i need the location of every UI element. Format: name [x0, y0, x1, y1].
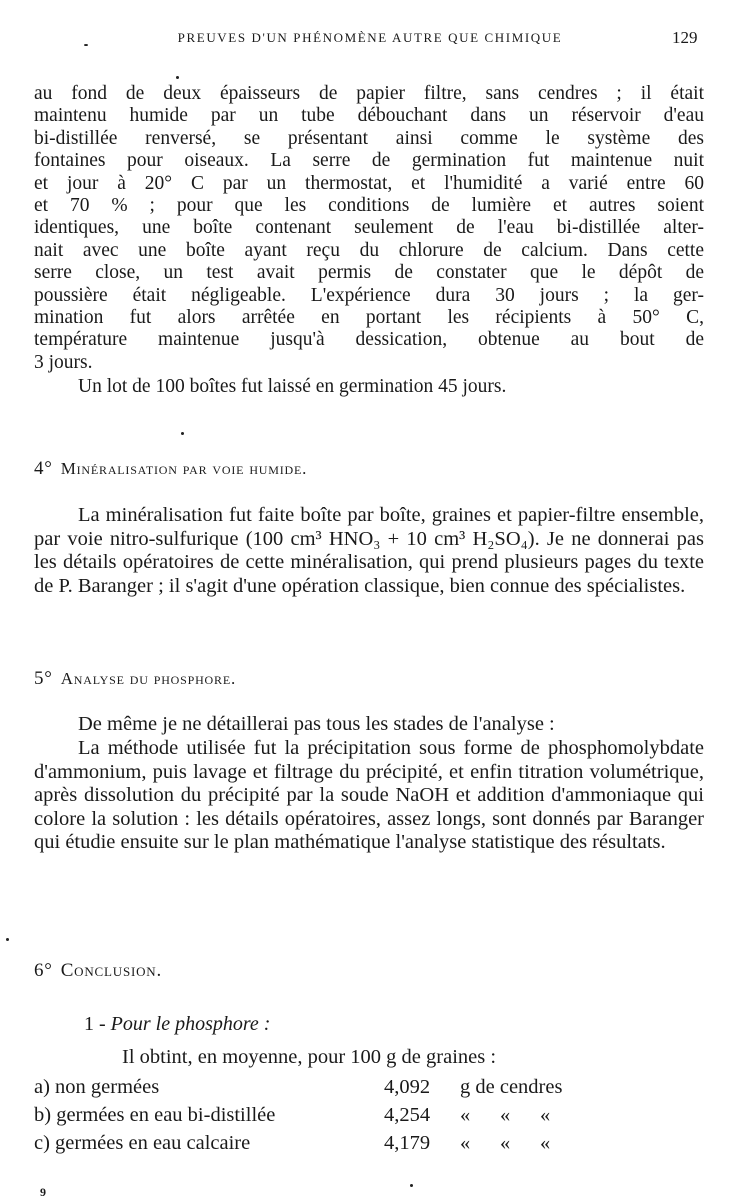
result-label: b) germées en eau bi-distillée	[34, 1104, 276, 1126]
result-value: 4,092	[384, 1076, 431, 1098]
scan-speck	[84, 44, 88, 46]
ditto-mark: «	[500, 1104, 511, 1126]
text-line: nait avec une boîte ayant reçu du chlorure de calcium. Dans cette	[34, 239, 704, 261]
section-number: 4°	[34, 458, 53, 479]
analysis-intro-paragraph: De même je ne détaillerai pas tous les stades de l'analyse :	[78, 713, 555, 735]
scan-speck	[410, 1184, 413, 1187]
ditto-mark: «	[540, 1132, 551, 1154]
section-heading-6	[34, 960, 162, 982]
subsection-title: Pour le phosphore :	[110, 1013, 271, 1035]
text-line: 3 jours.	[34, 351, 93, 373]
section-number: 5°	[34, 668, 53, 689]
result-row	[34, 1076, 674, 1104]
result-value: 4,254	[384, 1104, 431, 1126]
ditto-mark: «	[460, 1132, 471, 1154]
result-label: a) non germées	[34, 1076, 160, 1098]
page-number: 129	[672, 28, 698, 47]
analysis-method-paragraph: La méthode utilisée fut la précipitation sous forme de phosphomolybdate d'ammonium, puis lavage et filtrage du précipité, et enfin titration volumétrique, après dissolution du précipité par la soude NaOH et addition d'ammoniaque qui colore la solution : les détails opératoires, assez longs, sont donnés par Baranger qui étudie ensuite sur le plan mathématique l'analyse statistique des résultats.	[34, 737, 704, 854]
text-line: poussière était négligeable. L'expérience dura 30 jours ; la ger-	[34, 284, 704, 306]
section3-tail-paragraph	[34, 83, 704, 374]
text-line: identiques, une boîte contenant seulement de l'eau bi-distillée alter-	[34, 217, 704, 239]
scan-speck	[181, 432, 184, 435]
text-line: température maintenue jusqu'à dessication, obtenue au bout de	[34, 329, 704, 351]
printer-signature: 9	[40, 1185, 46, 1199]
result-label: c) germées en eau calcaire	[34, 1132, 251, 1154]
results-intro: Il obtint, en moyenne, pour 100 g de graines :	[122, 1046, 497, 1068]
section-title: Minéralisation par voie humide.	[60, 459, 308, 478]
ditto-marks	[460, 1132, 660, 1160]
subsection-number: 1 -	[84, 1013, 106, 1035]
mineralisation-paragraph: La minéralisation fut faite boîte par boîte, graines et papier-filtre ensemble, par voie nitro-sulfurique (100 cm³ HNO₃ + 10 cm³ H₂SO₄). Je ne donnerai pas les détails opératoires de cette minéralisation, qui prend plusieurs pages du texte de P. Baranger ; il s'agit d'une opération classique, bien connue des spécialistes.	[34, 504, 704, 597]
lot-paragraph: Un lot de 100 boîtes fut laissé en germination 45 jours.	[78, 376, 507, 397]
section-title: Analyse du phosphore.	[60, 669, 237, 688]
text-line: et 70 % ; pour que les conditions de lumière et autres soient	[34, 195, 704, 217]
scan-speck	[176, 76, 179, 79]
results-list	[34, 1076, 674, 1160]
ditto-mark: «	[460, 1104, 471, 1126]
result-value: 4,179	[384, 1132, 431, 1154]
section-title: Conclusion.	[60, 960, 163, 981]
subsection-phosphore	[84, 1013, 270, 1036]
section-number: 6°	[34, 960, 53, 981]
result-row	[34, 1132, 674, 1160]
text-line: bi-distillée renversé, se présentant ainsi comme le système des	[34, 127, 704, 149]
text-line: au fond de deux épaisseurs de papier filtre, sans cendres ; il était	[34, 83, 704, 104]
text-line: maintenu humide par un tube débouchant dans un réservoir d'eau	[34, 105, 704, 127]
ditto-mark: «	[500, 1132, 511, 1154]
text-line: fontaines pour oiseaux. La serre de germination fut maintenue nuit	[34, 150, 704, 172]
ditto-marks	[460, 1104, 660, 1132]
scan-speck	[6, 938, 9, 941]
section-heading-4	[34, 458, 307, 480]
result-unit: g de cendres	[460, 1076, 563, 1098]
running-head: PREUVES D'UN PHÉNOMÈNE AUTRE QUE CHIMIQUE	[177, 30, 563, 45]
result-row	[34, 1104, 674, 1132]
section-heading-5	[34, 668, 236, 690]
text-line: et jour à 20° C par un thermostat, et l'humidité a varié entre 60	[34, 172, 704, 194]
text-line: mination fut alors arrêtée en portant les récipients à 50° C,	[34, 307, 704, 329]
text-line: serre close, un test avait permis de constater que le dépôt de	[34, 262, 704, 284]
ditto-mark: «	[540, 1104, 551, 1126]
